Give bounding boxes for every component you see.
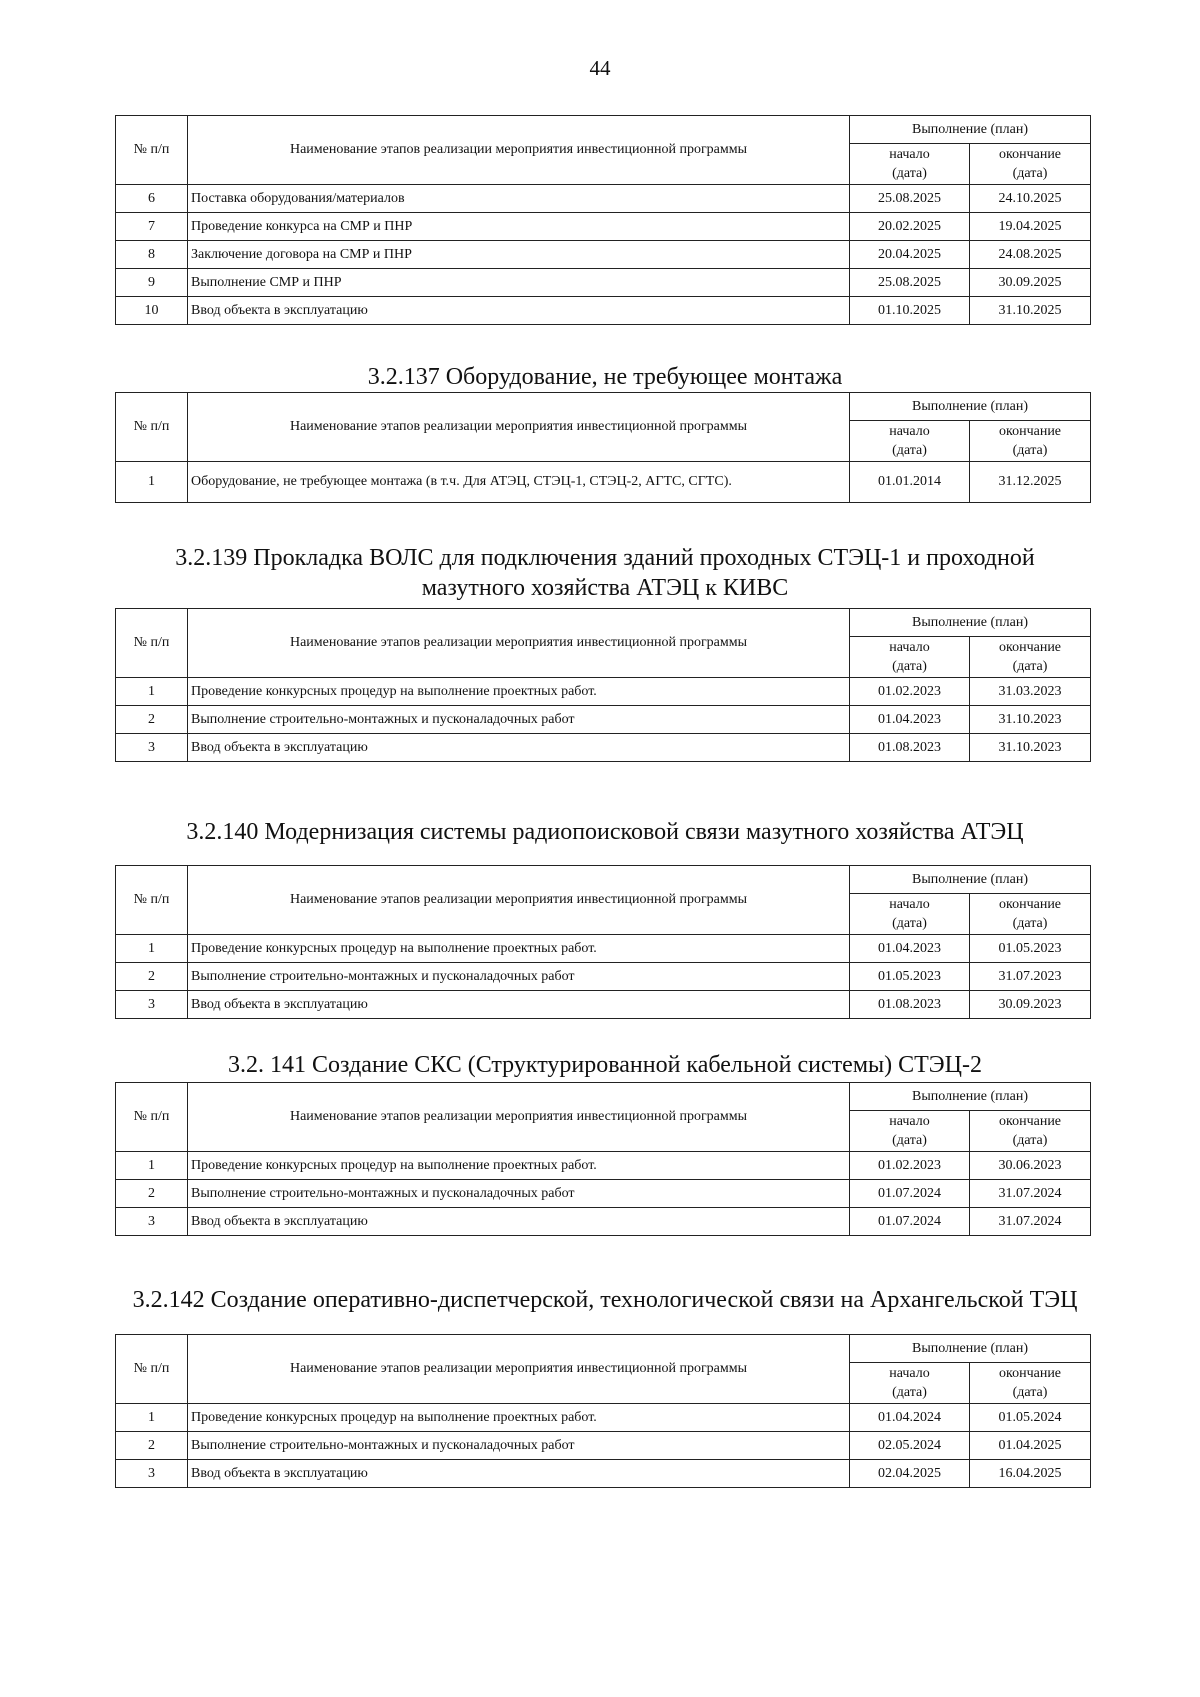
col-header-end: окончание (дата) xyxy=(970,1111,1091,1152)
col-header-num: № п/п xyxy=(116,609,188,678)
col-header-name: Наименование этапов реализации мероприятия инвестиционной программы xyxy=(188,116,850,185)
table-continuation xyxy=(115,115,1091,325)
table-row: 6 Поставка оборудования/материалов 25.08.2025 24.10.2025 xyxy=(116,185,1091,213)
col-header-start: начало (дата) xyxy=(850,144,970,185)
table-row: 3 Ввод объекта в эксплуатацию 01.08.2023 31.10.2023 xyxy=(116,734,1091,762)
col-header-num: № п/п xyxy=(116,1335,188,1404)
col-header-name: Наименование этапов реализации мероприятия инвестиционной программы xyxy=(188,866,850,935)
col-header-num: № п/п xyxy=(116,116,188,185)
table-row: 10 Ввод объекта в эксплуатацию 01.10.2025 31.10.2025 xyxy=(116,297,1091,325)
col-header-start: начало (дата) xyxy=(850,637,970,678)
col-header-end: окончание (дата) xyxy=(970,894,1091,935)
col-header-start: начало (дата) xyxy=(850,1363,970,1404)
section-title-141: 3.2. 141 Создание СКС (Структурированной кабельной системы) СТЭЦ-2 xyxy=(228,1052,982,1078)
table-139 xyxy=(115,608,1091,762)
table-row: 2 Выполнение строительно-монтажных и пусконаладочных работ 01.04.2023 31.10.2023 xyxy=(116,706,1091,734)
table-137 xyxy=(115,392,1091,503)
table-row: 2 Выполнение строительно-монтажных и пусконаладочных работ 02.05.2024 01.04.2025 xyxy=(116,1432,1091,1460)
table-row: 1 Проведение конкурсных процедур на выполнение проектных работ. 01.04.2023 01.05.2023 xyxy=(116,935,1091,963)
page-number: 44 xyxy=(589,56,611,80)
table-row: 1 Проведение конкурсных процедур на выполнение проектных работ. 01.04.2024 01.05.2024 xyxy=(116,1404,1091,1432)
table-row: 3 Ввод объекта в эксплуатацию 01.08.2023 30.09.2023 xyxy=(116,991,1091,1019)
col-header-num: № п/п xyxy=(116,1083,188,1152)
table-row: 8 Заключение договора на СМР и ПНР 20.04.2025 24.08.2025 xyxy=(116,241,1091,269)
col-header-plan: Выполнение (план) xyxy=(850,393,1091,421)
table-row: 1 Проведение конкурсных процедур на выполнение проектных работ. 01.02.2023 30.06.2023 xyxy=(116,1152,1091,1180)
section-title-142: 3.2.142 Создание оперативно-диспетчерской, технологической связи на Архангельской ТЭЦ xyxy=(132,1287,1078,1313)
table-140 xyxy=(115,865,1091,1019)
table-row: 7 Проведение конкурса на СМР и ПНР 20.02.2025 19.04.2025 xyxy=(116,213,1091,241)
section-title-140: 3.2.140 Модернизация системы радиопоисковой связи мазутного хозяйства АТЭЦ xyxy=(186,819,1024,845)
col-header-plan: Выполнение (план) xyxy=(850,1083,1091,1111)
col-header-plan: Выполнение (план) xyxy=(850,1335,1091,1363)
col-header-name: Наименование этапов реализации мероприятия инвестиционной программы xyxy=(188,1335,850,1404)
col-header-plan: Выполнение (план) xyxy=(850,116,1091,144)
table-141 xyxy=(115,1082,1091,1236)
col-header-name: Наименование этапов реализации мероприятия инвестиционной программы xyxy=(188,1083,850,1152)
table-row: 1 Проведение конкурсных процедур на выполнение проектных работ. 01.02.2023 31.03.2023 xyxy=(116,678,1091,706)
table-row: 2 Выполнение строительно-монтажных и пусконаладочных работ 01.07.2024 31.07.2024 xyxy=(116,1180,1091,1208)
col-header-name: Наименование этапов реализации мероприятия инвестиционной программы xyxy=(188,609,850,678)
col-header-plan: Выполнение (план) xyxy=(850,866,1091,894)
table-142 xyxy=(115,1334,1091,1488)
col-header-plan: Выполнение (план) xyxy=(850,609,1091,637)
col-header-end: окончание (дата) xyxy=(970,144,1091,185)
col-header-end: окончание (дата) xyxy=(970,1363,1091,1404)
section-title-137: 3.2.137 Оборудование, не требующее монтажа xyxy=(367,364,843,390)
col-header-name: Наименование этапов реализации мероприятия инвестиционной программы xyxy=(188,393,850,462)
col-header-start: начало (дата) xyxy=(850,421,970,462)
table-row: 1 Оборудование, не требующее монтажа (в т.ч. Для АТЭЦ, СТЭЦ-1, СТЭЦ-2, АГТС, СГТС). 01.01.2014 31.12.2025 xyxy=(116,462,1091,503)
col-header-num: № п/п xyxy=(116,393,188,462)
table-row: 3 Ввод объекта в эксплуатацию 02.04.2025 16.04.2025 xyxy=(116,1460,1091,1488)
table-row: 3 Ввод объекта в эксплуатацию 01.07.2024 31.07.2024 xyxy=(116,1208,1091,1236)
table-row: 2 Выполнение строительно-монтажных и пусконаладочных работ 01.05.2023 31.07.2023 xyxy=(116,963,1091,991)
col-header-start: начало (дата) xyxy=(850,1111,970,1152)
col-header-end: окончание (дата) xyxy=(970,637,1091,678)
col-header-start: начало (дата) xyxy=(850,894,970,935)
section-title-139: 3.2.139 Прокладка ВОЛС для подключения зданий проходных СТЭЦ-1 и проходной мазутного хозяйства АТЭЦ к КИВС xyxy=(175,545,1035,601)
table-row: 9 Выполнение СМР и ПНР 25.08.2025 30.09.2025 xyxy=(116,269,1091,297)
col-header-end: окончание (дата) xyxy=(970,421,1091,462)
col-header-num: № п/п xyxy=(116,866,188,935)
